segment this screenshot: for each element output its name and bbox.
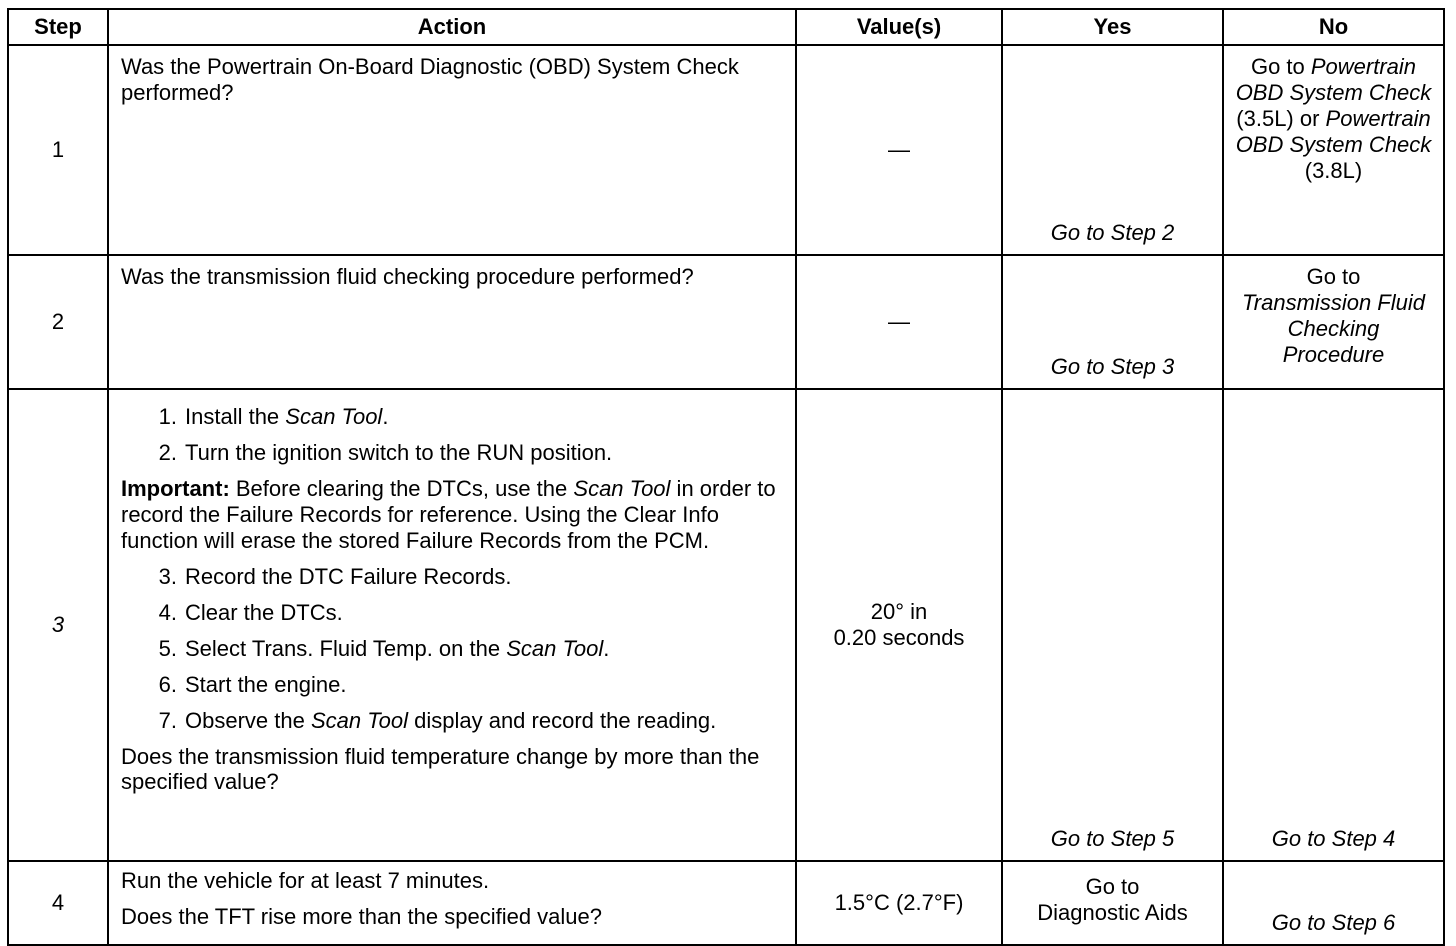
- no-cell: [1223, 389, 1444, 861]
- fluid-checking-procedure-link[interactable]: Transmission Fluid Checking Procedure: [1242, 289, 1425, 367]
- diagnostic-table: [7, 8, 1445, 946]
- value-line: 0.20 seconds: [833, 625, 965, 650]
- header-step: Step: [8, 9, 108, 45]
- action-text: Was the transmission fluid checking procedure performed?: [121, 264, 694, 289]
- list-item: 6. Start the engine.: [158, 671, 347, 697]
- no-text: Go to: [1250, 54, 1311, 79]
- action-cell: [108, 45, 796, 255]
- yes-link-step-5[interactable]: Go to Step 5: [1050, 826, 1175, 852]
- table-row-step-3: [8, 389, 1444, 861]
- no-link-step-6[interactable]: Go to Step 6: [1271, 910, 1396, 936]
- obd-check-35-link[interactable]: Powertrain OBD System Check: [1235, 54, 1432, 105]
- step-number: 3: [8, 389, 108, 861]
- table-row-step-2: [8, 255, 1444, 389]
- list-item: 7. Observe the Scan Tool display and record the reading.: [158, 707, 717, 733]
- yes-cell: [1002, 255, 1223, 389]
- list-item: 3. Record the DTC Failure Records.: [158, 563, 512, 589]
- question-text: Does the TFT rise more than the specified value?: [121, 903, 602, 929]
- header-values: Value(s): [796, 9, 1002, 45]
- action-cell: [108, 389, 796, 861]
- step-number: 4: [8, 861, 108, 945]
- header-row: [8, 9, 1444, 45]
- no-link-step-4[interactable]: Go to Step 4: [1271, 826, 1396, 852]
- no-cell: [1223, 861, 1444, 945]
- value-cell: —: [796, 255, 1002, 389]
- header-action: Action: [108, 9, 796, 45]
- value-cell: 1.5°C (2.7°F): [796, 861, 1002, 945]
- obd-check-38-link[interactable]: Powertrain OBD System Check: [1235, 105, 1432, 157]
- list-item: 4. Clear the DTCs.: [158, 599, 343, 625]
- no-text: Go to: [1306, 264, 1361, 289]
- value-cell: [796, 389, 1002, 861]
- table-row-step-4: [8, 861, 1444, 945]
- instruction-list-b: [121, 564, 783, 734]
- value-line: 20° in: [870, 599, 928, 625]
- yes-text: Go to: [1085, 874, 1140, 899]
- diagnostic-aids-link[interactable]: Diagnostic Aids: [1037, 899, 1188, 925]
- question-text: Does the transmission fluid temperature change by more than the specified value?: [121, 743, 760, 795]
- list-item: 2. Turn the ignition switch to the RUN position.: [158, 439, 613, 465]
- yes-cell: [1002, 45, 1223, 255]
- list-item: 1. Install the Scan Tool.: [158, 404, 389, 429]
- no-cell: [1223, 45, 1444, 255]
- action-cell: [108, 255, 796, 389]
- action-text: Run the vehicle for at least 7 minutes.: [121, 868, 490, 893]
- yes-link-step-2[interactable]: Go to Step 2: [1050, 220, 1175, 246]
- important-note: Important: Before clearing the DTCs, use the Scan Tool in order to record the Failure Records for reference. Using the Clear Info function will erase the stored Failure Records from the PCM.: [121, 475, 776, 553]
- header-yes: Yes: [1002, 9, 1223, 45]
- step-number: 2: [8, 255, 108, 389]
- yes-link-step-3[interactable]: Go to Step 3: [1050, 354, 1175, 380]
- no-instruction: [1224, 256, 1443, 368]
- instruction-list-a: [121, 404, 783, 466]
- step-number: 1: [8, 45, 108, 255]
- table-row-step-1: [8, 45, 1444, 255]
- no-text: (3.8L): [1304, 157, 1363, 183]
- no-instruction: [1224, 46, 1443, 184]
- value-cell: —: [796, 45, 1002, 255]
- no-cell: [1223, 255, 1444, 389]
- action-text: Was the Powertrain On-Board Diagnostic (OBD) System Check performed?: [121, 54, 739, 105]
- action-cell: [108, 861, 796, 945]
- yes-cell: [1002, 389, 1223, 861]
- yes-cell: [1002, 861, 1223, 945]
- yes-instruction: [1003, 862, 1222, 926]
- header-no: No: [1223, 9, 1444, 45]
- no-text: (3.5L) or: [1236, 105, 1326, 131]
- list-item: 5. Select Trans. Fluid Temp. on the Scan Tool.: [158, 635, 610, 661]
